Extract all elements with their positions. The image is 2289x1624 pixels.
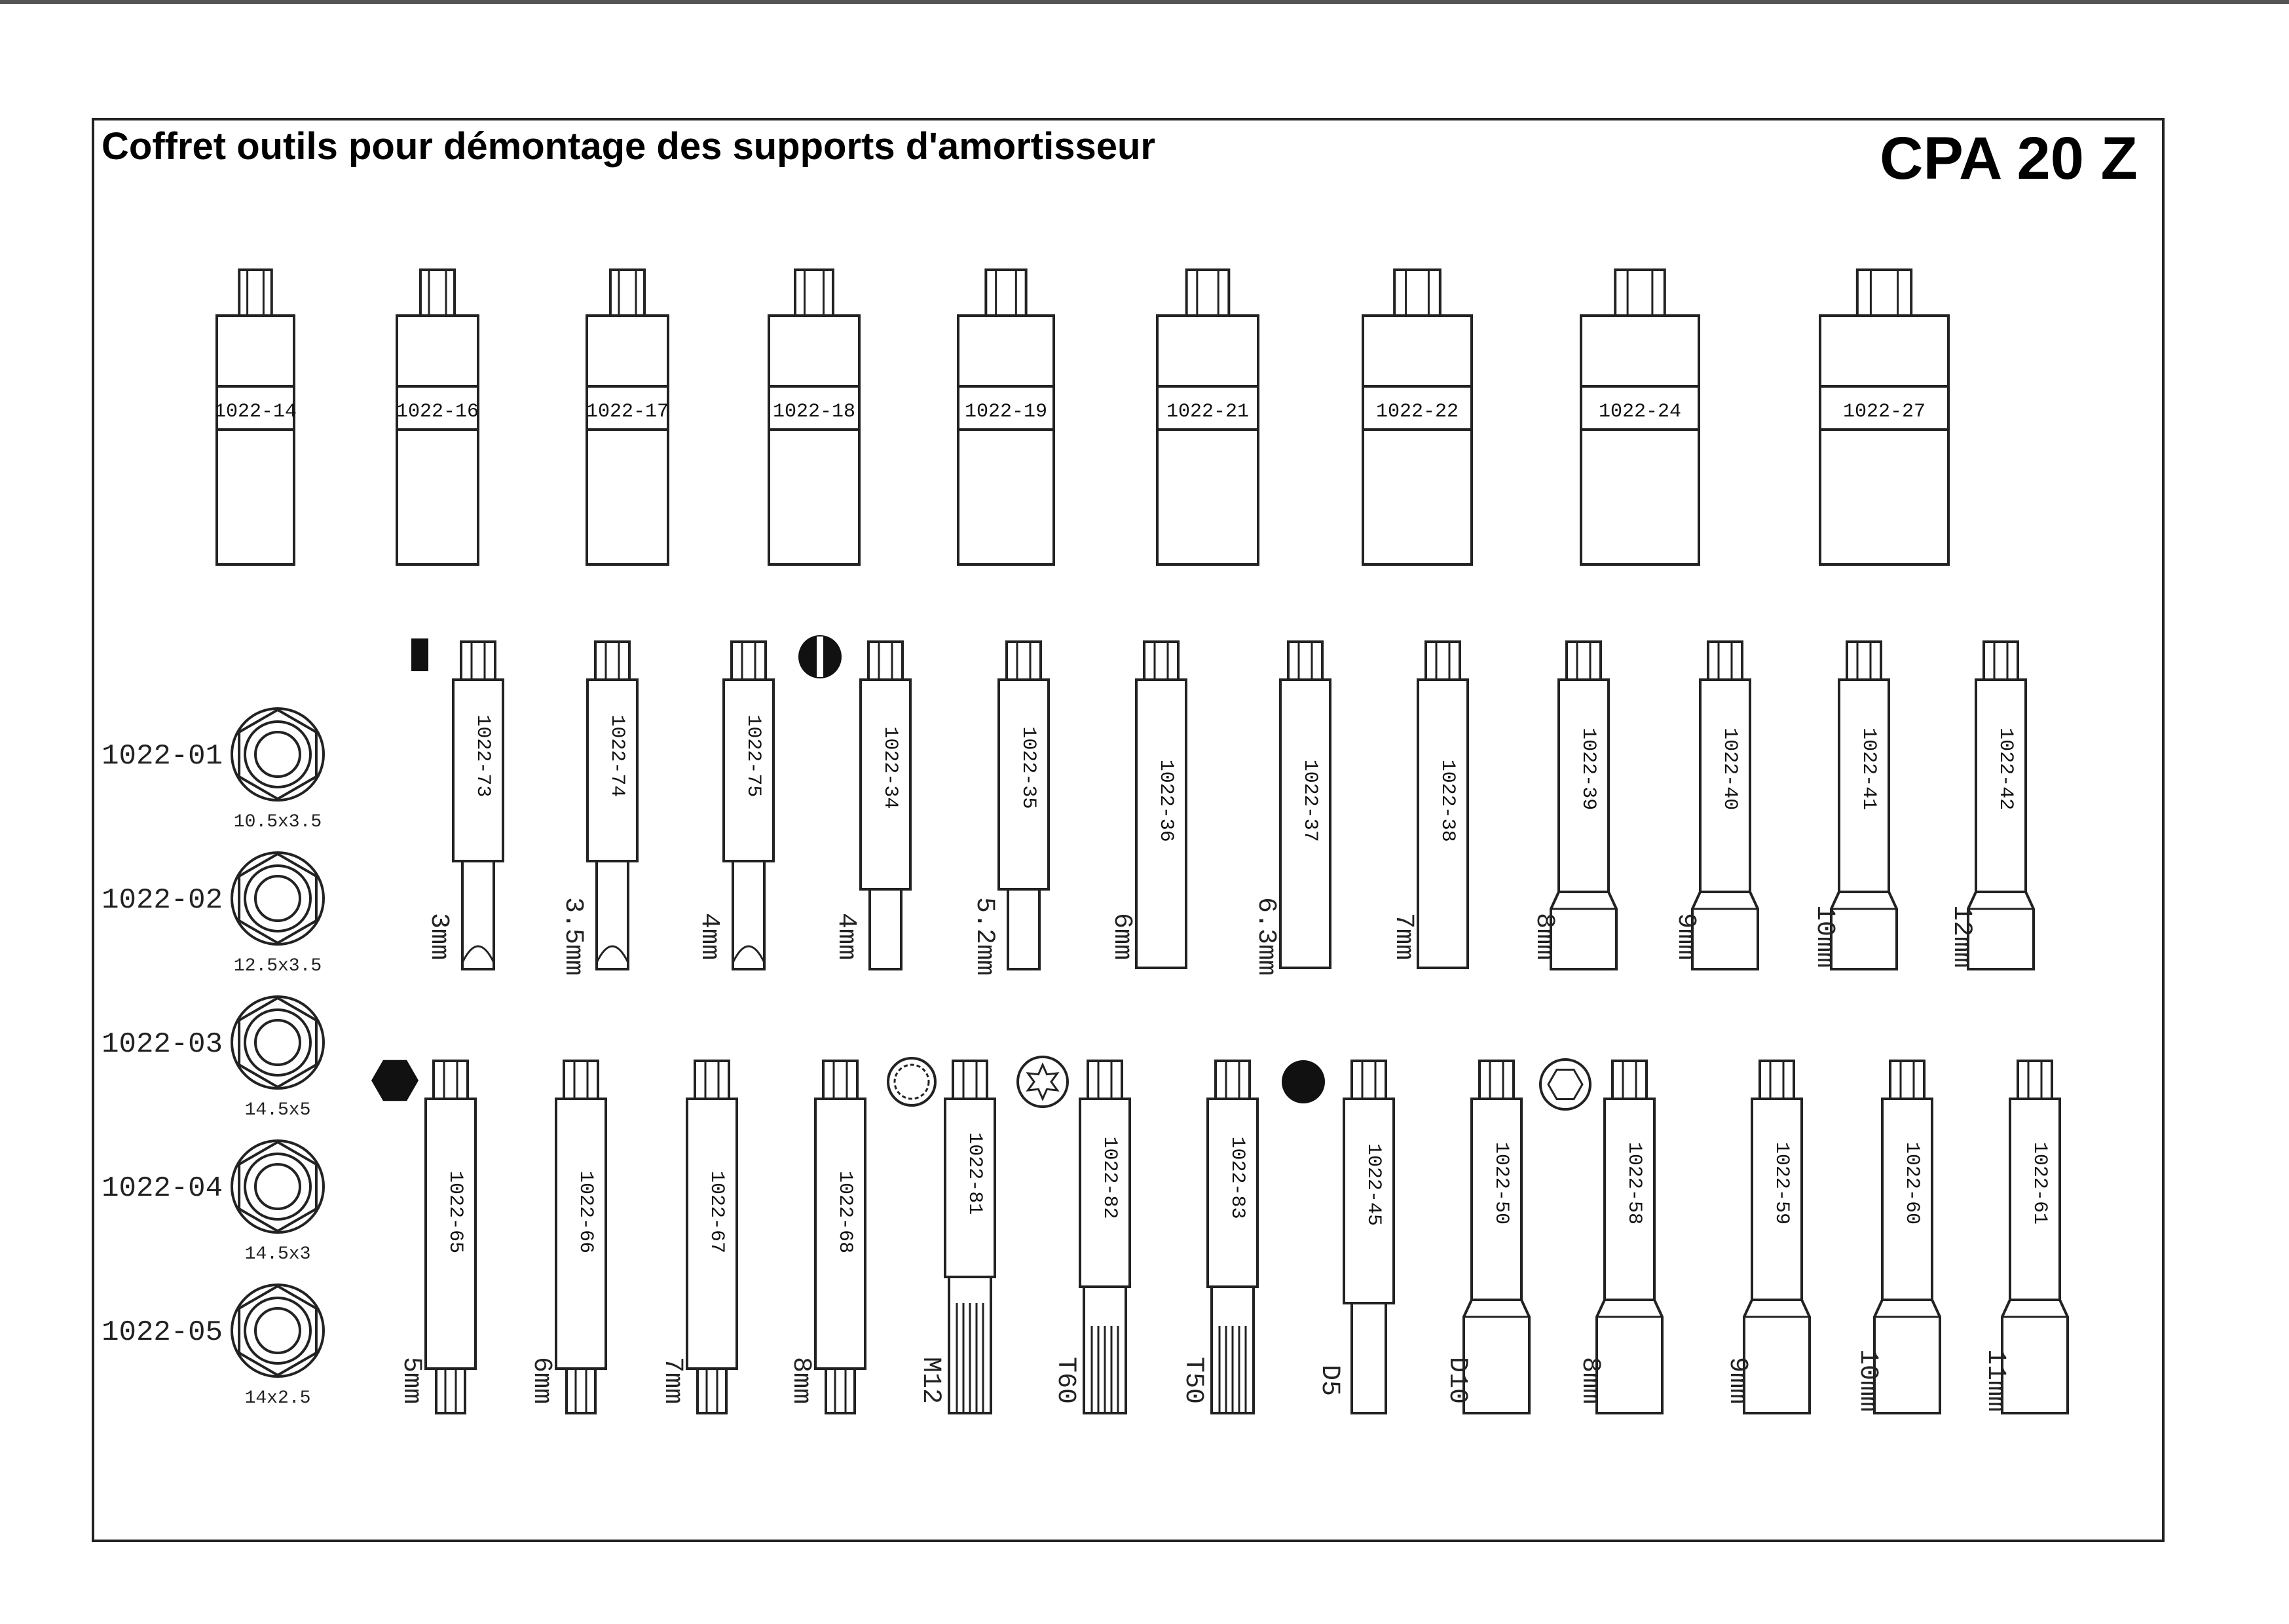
torx-icon: [1018, 1057, 1068, 1107]
socket-1022-16: [396, 270, 479, 564]
bit-row2-1022-60: [1853, 1061, 1940, 1413]
bit-row1-1022-40: [1671, 642, 1758, 969]
nut-size: 10.5x3.5: [233, 812, 322, 832]
bit-code: 1022-60: [1901, 1141, 1923, 1225]
bit-row1-1022-73: [424, 642, 503, 969]
socket-label: 1022-24: [1598, 401, 1682, 423]
socket-label: 1022-22: [1375, 401, 1459, 423]
bit-code: 1022-74: [606, 714, 628, 798]
spline-icon: [888, 1058, 935, 1105]
slot-bar-icon: [411, 638, 428, 671]
bit-size: 6mm: [1107, 912, 1136, 961]
nut-size: 14.5x5: [244, 1100, 311, 1120]
bit-code: 1022-37: [1299, 759, 1321, 842]
bit-size: T50: [1178, 1356, 1208, 1405]
page-title: Coffret outils pour démontage des supports d'amortisseur: [102, 125, 1155, 168]
bit-row2-1022-83: [1178, 1061, 1257, 1413]
bit-code: 1022-42: [1994, 728, 2017, 811]
bit-size: 3.5mm: [558, 896, 587, 976]
socket-label: 1022-14: [214, 401, 297, 423]
socket-1022-17: [586, 270, 669, 564]
bit-code: 1022-45: [1362, 1143, 1385, 1227]
socket-label: 1022-17: [586, 401, 669, 423]
bit-row1-1022-37: [1251, 642, 1330, 976]
bit-code: 1022-50: [1490, 1141, 1512, 1225]
bit-code: 1022-59: [1770, 1141, 1793, 1225]
bit-size: 8mm: [1529, 912, 1559, 961]
nut-size: 14.5x3: [244, 1244, 311, 1264]
bit-row1-1022-42: [1946, 642, 2034, 969]
bit-size: 10mm: [1853, 1348, 1882, 1412]
nut-1022-05: [102, 1285, 324, 1409]
bit-code: 1022-39: [1577, 728, 1599, 811]
bit-row2-1022-59: [1722, 1061, 1810, 1413]
bit-size: 6mm: [527, 1356, 556, 1405]
bit-row1-1022-38: [1388, 642, 1468, 968]
socket-label: 1022-21: [1166, 401, 1250, 423]
nut-code: 1022-04: [102, 1172, 223, 1205]
socket-1022-21: [1157, 270, 1258, 564]
bit-row2-1022-45: [1314, 1061, 1394, 1413]
bit-code: 1022-73: [472, 714, 494, 798]
bit-size: 8mm: [786, 1356, 815, 1405]
socket-label: 1022-16: [396, 401, 479, 423]
socket-1022-18: [769, 270, 859, 564]
socket-1022-22: [1363, 270, 1472, 564]
nut-1022-04: [102, 1141, 324, 1264]
bit-code: 1022-61: [2028, 1141, 2051, 1225]
nut-size: 14x2.5: [244, 1388, 311, 1409]
bit-size: 5mm: [396, 1356, 426, 1405]
bit-code: 1022-75: [742, 714, 764, 798]
bit-row2-1022-61: [1981, 1061, 2068, 1413]
bit-code: 1022-34: [879, 726, 901, 809]
bit-size: 9mm: [1671, 912, 1700, 961]
bit-size: 8mm: [1575, 1356, 1605, 1405]
hex-outline-icon: [1540, 1060, 1590, 1109]
bit-size: D10: [1442, 1356, 1472, 1405]
bit-size: 10mm: [1810, 904, 1839, 969]
bit-row1-1022-41: [1810, 642, 1897, 969]
bit-size: M12: [916, 1356, 945, 1405]
socket-1022-27: [1820, 270, 1948, 564]
bit-code: 1022-67: [705, 1171, 728, 1254]
bit-row2-1022-65: [396, 1061, 475, 1413]
bit-code: 1022-41: [1857, 728, 1880, 811]
nut-1022-02: [102, 853, 324, 976]
bit-row2-1022-66: [527, 1061, 606, 1413]
bit-code: 1022-36: [1155, 759, 1177, 842]
bit-code: 1022-82: [1098, 1136, 1121, 1219]
bit-row2-1022-82: [1051, 1061, 1130, 1413]
bit-code: 1022-83: [1226, 1136, 1248, 1219]
bit-size: 6.3mm: [1251, 896, 1280, 976]
bit-row1-1022-35: [969, 642, 1049, 976]
bit-code: 1022-35: [1017, 726, 1039, 809]
bit-row2-1022-58: [1575, 1061, 1662, 1413]
nut-code: 1022-01: [102, 740, 223, 773]
bit-size: 11mm: [1981, 1348, 2010, 1412]
socket-1022-24: [1581, 270, 1699, 564]
slot-disc-icon: [798, 635, 842, 678]
hex-icon: [371, 1060, 419, 1101]
socket-label: 1022-27: [1842, 401, 1926, 423]
bit-code: 1022-65: [444, 1171, 466, 1254]
bit-row1-1022-39: [1529, 642, 1616, 969]
nut-code: 1022-03: [102, 1028, 223, 1061]
bit-row2-1022-67: [658, 1061, 737, 1413]
bit-row1-1022-75: [694, 642, 773, 969]
bit-row2-1022-81: [916, 1061, 995, 1413]
socket-label: 1022-18: [772, 401, 856, 423]
bit-row1-1022-34: [831, 642, 910, 969]
nut-code: 1022-05: [102, 1316, 223, 1349]
bit-code: 1022-68: [834, 1171, 856, 1254]
bit-size: 12mm: [1946, 904, 1976, 969]
bit-code: 1022-66: [574, 1171, 597, 1254]
bit-row2-1022-50: [1442, 1061, 1529, 1413]
bit-size: 3mm: [424, 912, 453, 961]
nut-size: 12.5x3.5: [233, 956, 322, 976]
bit-size: 4mm: [694, 912, 724, 961]
d-profile-icon: [1282, 1060, 1325, 1103]
bit-code: 1022-38: [1436, 759, 1459, 842]
socket-1022-14: [214, 270, 297, 564]
bit-size: 9mm: [1722, 1356, 1752, 1405]
bit-size: 4mm: [831, 912, 861, 961]
kit-code: CPA 20 Z: [1880, 125, 2138, 192]
bit-size: 7mm: [1388, 912, 1418, 961]
bit-code: 1022-40: [1719, 728, 1741, 811]
nut-1022-03: [102, 997, 324, 1120]
bit-size: T60: [1051, 1356, 1080, 1405]
bit-size: 7mm: [658, 1356, 687, 1405]
bit-row1-1022-36: [1107, 642, 1186, 968]
bit-code: 1022-58: [1623, 1141, 1645, 1225]
socket-label: 1022-19: [964, 401, 1048, 423]
bit-size: 5.2mm: [969, 896, 999, 976]
socket-1022-19: [958, 270, 1054, 564]
bit-row1-1022-74: [558, 642, 637, 976]
nut-1022-01: [102, 709, 324, 832]
bit-size: D5: [1314, 1364, 1344, 1397]
nut-code: 1022-02: [102, 884, 223, 917]
bit-code: 1022-81: [963, 1132, 986, 1215]
bit-row2-1022-68: [786, 1061, 865, 1413]
